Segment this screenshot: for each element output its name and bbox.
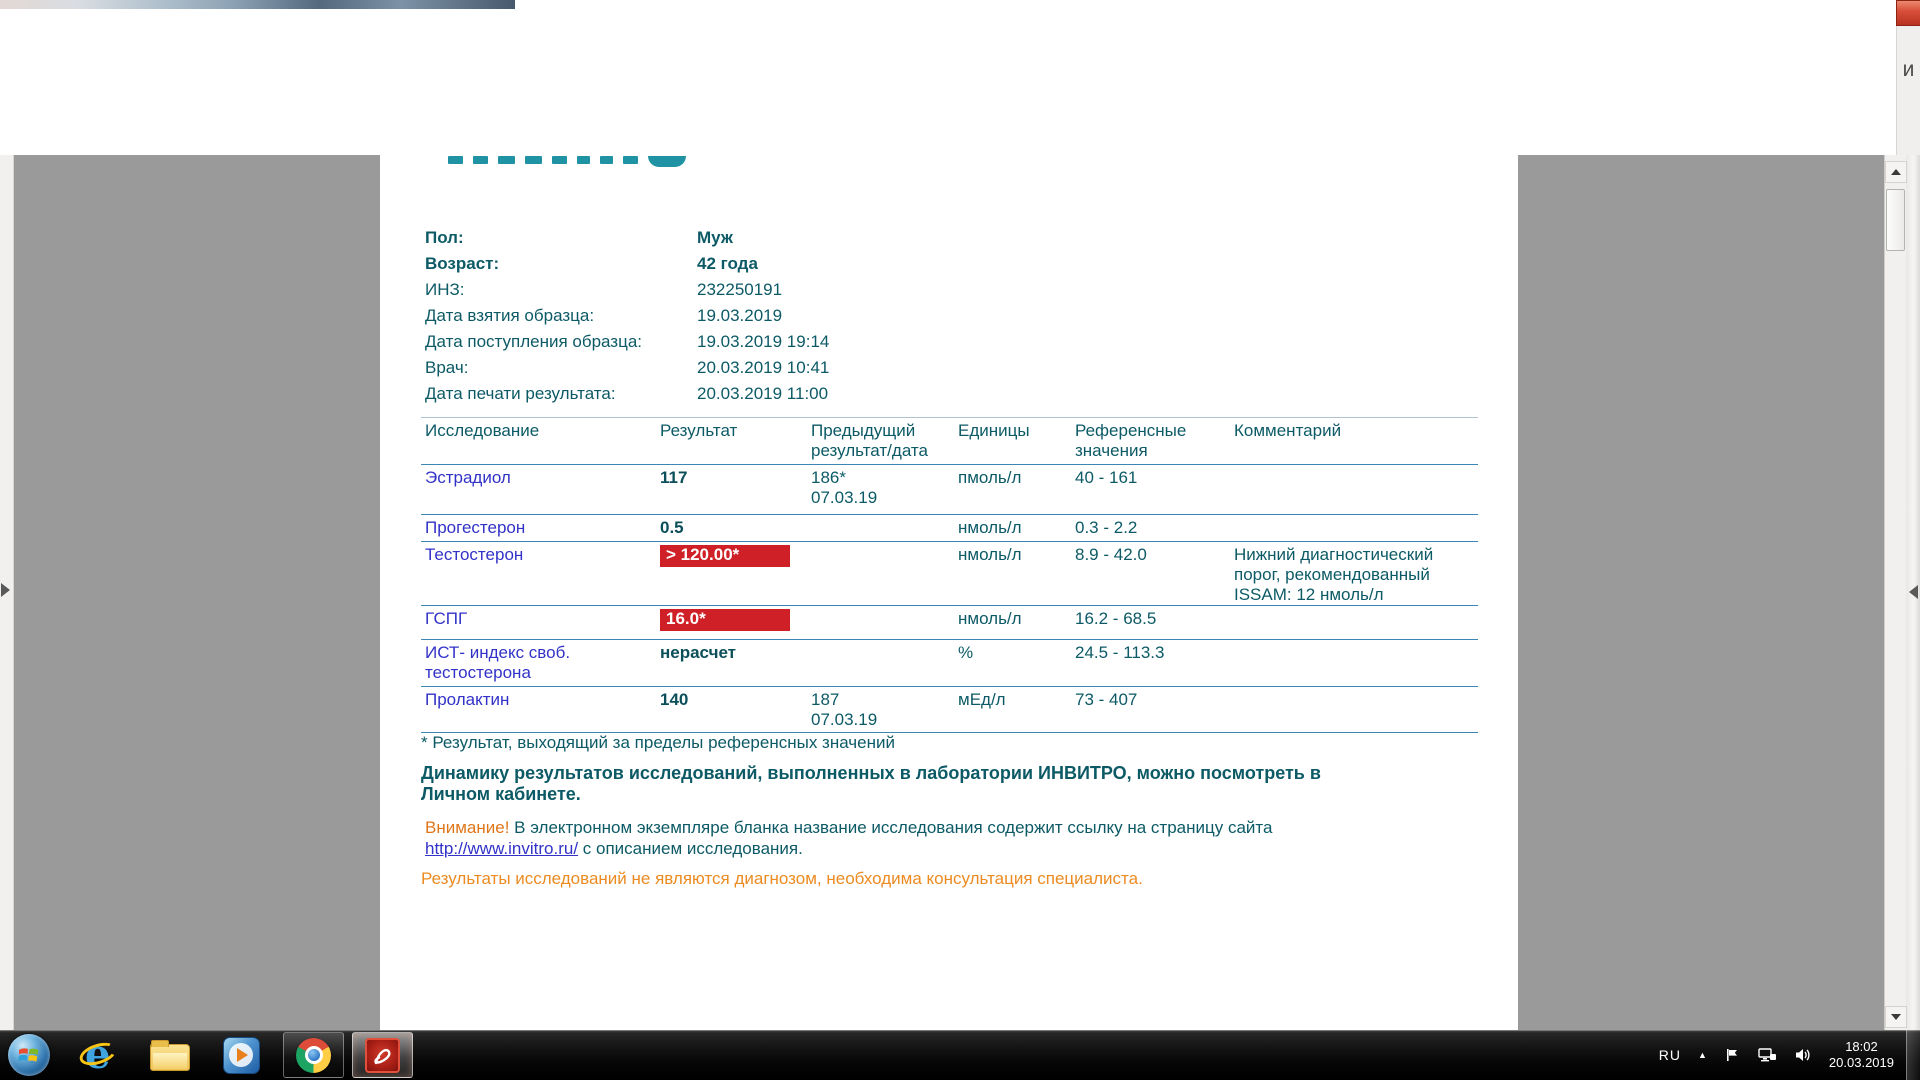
units-value: нмоль/л [958,545,1022,564]
vertical-scrollbar[interactable] [1884,155,1906,1030]
attention-text1: В электронном экземпляре бланка название исследования содержит ссылку на страницу сайта [509,818,1273,837]
invitro-logo-fragment [448,156,686,167]
show-hidden-icons-button[interactable]: ▲ [1698,1050,1707,1060]
logo-bowl-icon [648,156,686,167]
comment-value [1230,515,1478,542]
table-row [421,687,1478,733]
test-name-link[interactable]: ГСПГ [425,609,468,628]
test-name-link[interactable]: Эстрадиол [425,468,511,487]
patient-row [425,381,829,407]
result-value: нерасчет [660,643,737,662]
taskbar-item-internet-explorer[interactable] [76,1031,120,1078]
attention-note [425,817,1272,859]
col-header-previous: Предыдущий результат/дата [807,418,954,465]
attention-label: Внимание! [425,818,510,837]
background-window-partial-text: и [1902,58,1915,81]
table-row [421,465,1478,515]
expand-left-pane-arrow-icon[interactable] [1,583,10,597]
col-header-result: Результат [656,418,807,465]
result-value: 140 [660,690,689,709]
logo-dash-icon [473,156,488,164]
logo-dash-icon [552,156,567,164]
attention-text2: с описанием исследования. [578,839,803,858]
patient-label: Врач: [425,358,469,377]
patient-label: Возраст: [425,254,500,273]
patient-value: 20.03.2019 11:00 [697,384,829,403]
col-header-comment: Комментарий [1230,418,1478,465]
comment-value [1230,687,1478,733]
dynamics-note-line1: Динамику результатов исследований, выполненных в лаборатории ИНВИТРО, можно посмотреть в [421,763,1321,783]
reference-range: 8.9 - 42.0 [1075,545,1147,564]
logo-dash-icon [600,156,613,164]
windows-logo-icon [17,1044,41,1066]
units-value: пмоль/л [958,468,1022,487]
system-tray [1659,1030,1894,1080]
table-row [421,542,1478,606]
chrome-icon [296,1038,331,1073]
units-value: мЕд/л [958,690,1006,709]
comment-value: Нижний диагностический порог, рекомендованный ISSAM: 12 нмоль/л [1234,545,1434,604]
patient-value: 19.03.2019 19:14 [697,332,830,351]
arrow-up-icon [1891,169,1901,175]
scrollbar-thumb[interactable] [1886,189,1905,251]
dynamics-note-line2: Личном кабинете. [421,784,581,804]
test-name-link[interactable]: Тестостерон [425,545,524,564]
logo-dash-icon [498,156,515,164]
table-row [421,606,1478,640]
patient-label: Дата взятия образца: [425,306,595,325]
patient-row [425,329,829,355]
patient-label: Пол: [425,228,464,247]
volume-icon[interactable] [1794,1047,1812,1063]
reference-range: 40 - 161 [1075,468,1138,487]
patient-row [425,355,829,381]
result-value: 0.5 [660,518,684,537]
logo-dash-icon [623,156,638,164]
logo-dash-icon [577,156,590,164]
patient-value: 19.03.2019 [697,306,783,325]
test-name-link[interactable]: ИСТ- индекс своб. тестостерона [425,643,571,682]
reader-nav-pane-collapsed [0,155,14,1030]
result-value-alert: > 120.00* [660,545,790,567]
patient-row [425,277,829,303]
reference-range: 0.3 - 2.2 [1075,518,1138,537]
patient-value: 20.03.2019 10:41 [697,358,830,377]
col-header-test: Исследование [421,418,656,465]
results-table [421,417,1478,733]
scroll-up-button[interactable] [1885,161,1907,183]
reference-range: 16.2 - 68.5 [1075,609,1157,628]
units-value: нмоль/л [958,609,1022,628]
test-name-link[interactable]: Пролактин [425,690,510,709]
clock-time: 18:02 [1845,1039,1878,1054]
reference-range: 24.5 - 113.3 [1075,643,1165,662]
background-window-edge [1896,26,1920,156]
patient-value: Муж [697,228,733,247]
test-name-link[interactable]: Прогестерон [425,518,526,537]
show-desktop-button[interactable] [1906,1030,1920,1080]
patient-info-block [425,225,829,407]
folder-icon [150,1044,190,1071]
result-value: 117 [660,468,688,487]
col-header-units: Единицы [954,418,1071,465]
patient-label: ИНЗ: [425,280,465,299]
taskbar-item-windows-explorer[interactable] [148,1035,192,1075]
dynamics-note [421,763,1321,805]
clock-date: 20.03.2019 [1828,1055,1894,1070]
reader-toolbar-area [0,9,1896,155]
table-row [421,640,1478,687]
network-icon[interactable] [1757,1047,1777,1063]
lab-report-page [380,155,1518,1030]
patient-label: Дата поступления образца: [425,332,643,351]
patient-label: Дата печати результата: [425,384,616,403]
reader-right-pane-collapsed [1906,155,1920,1030]
media-player-icon [223,1037,260,1074]
patient-value: 232250191 [697,280,783,299]
taskbar-button-adobe-reader[interactable] [352,1032,413,1078]
result-value-alert: 16.0* [660,609,790,631]
taskbar-button-chrome[interactable] [283,1032,344,1078]
previous-result-date: 07.03.19 [811,710,878,729]
action-center-flag-icon[interactable] [1724,1047,1740,1063]
units-value: % [958,643,974,662]
adobe-reader-icon [365,1038,400,1073]
background-photo-fragment [0,0,515,9]
expand-right-pane-arrow-icon[interactable] [1909,585,1918,599]
scroll-down-button[interactable] [1885,1006,1907,1028]
previous-result-date: 07.03.19 [811,488,878,507]
comment-value [1230,465,1478,515]
language-indicator[interactable]: RU [1658,1047,1681,1063]
patient-value: 42 года [697,254,758,273]
col-header-reference: Референсные значения [1071,418,1230,465]
reference-range: 73 - 407 [1075,690,1138,709]
comment-value [1230,640,1478,687]
background-window-close-button[interactable] [1896,0,1920,26]
units-value: нмоль/л [958,518,1022,537]
patient-row [425,303,829,329]
comment-value [1230,606,1478,640]
table-row [421,515,1478,542]
invitro-site-link[interactable]: http://www.invitro.ru/ [425,839,579,858]
patient-row [425,251,829,277]
arrow-down-icon [1891,1014,1901,1020]
previous-result: 187 [811,690,840,709]
patient-row [425,225,829,251]
table-header-row [421,418,1478,465]
logo-dash-icon [525,156,542,164]
disclaimer-note: Результаты исследований не являются диагнозом, необходима консультация специалиста. [421,869,1143,888]
windows-taskbar [0,1030,1920,1080]
previous-result: 186* [811,468,846,487]
taskbar-item-media-player[interactable] [219,1035,263,1075]
clock[interactable] [1829,1039,1894,1071]
asterisk-footnote: * Результат, выходящий за пределы референсных значений [421,733,895,752]
play-icon [237,1048,248,1062]
logo-dash-icon [448,156,463,164]
start-button[interactable] [8,1034,50,1076]
internet-explorer-icon: e [85,1031,111,1078]
